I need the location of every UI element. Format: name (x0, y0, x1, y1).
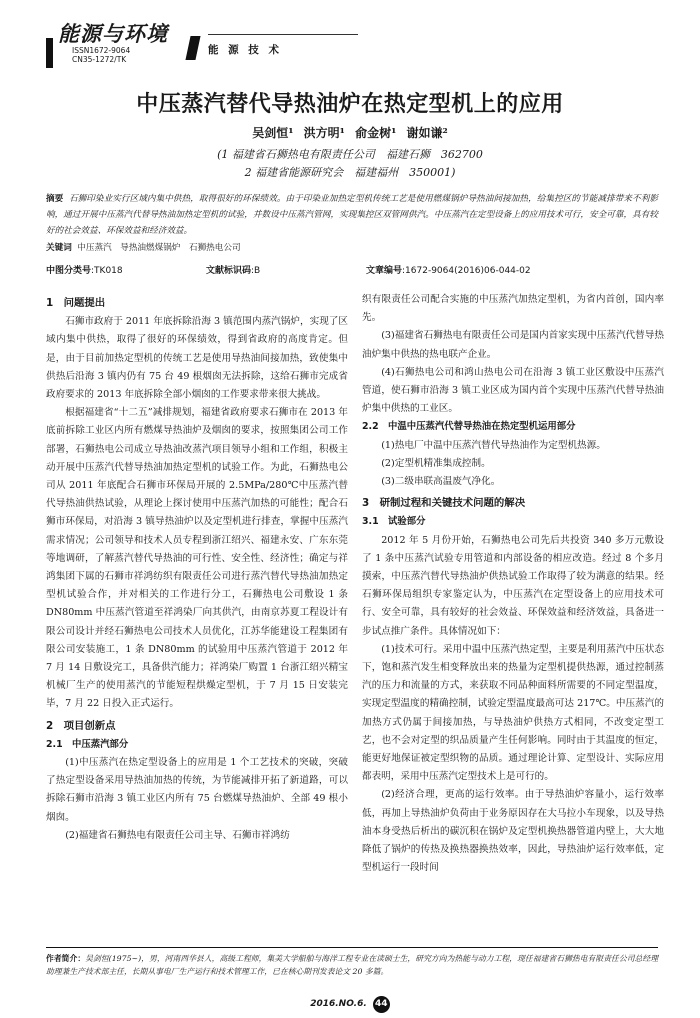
article-authors: 吴剑恒¹ 洪方明¹ 俞金树¹ 谢如谦² (252, 126, 448, 140)
journal-logo (58, 22, 196, 64)
paragraph: 石狮市政府于 2011 年底拆除沿海 3 镇范围内蒸汽锅炉，实现了区域内集中供热，取得了很好的环保绩效，得到省政府的高度肯定。但是，由于目前加热定型机的传统工艺是使用导热油间接加热，致使集中供热后沿海 3 镇内仍有 75 台 49 根烟囱无法拆除，这给石狮市完成省政府要求的 2013 年底拆除全部小烟囱的工作要求带来很大挑战。 (46, 316, 348, 401)
paragraph: (1)中压蒸汽在热定型设备上的应用是 1 个工艺技术的突破，突破了热定型设备采用导热油加热的传统，为节能减排开拓了新道路，可以拆除石狮市沿海 3 镇工业区内所有 75 台燃煤导热油炉、全部 49 根小烟囱。 (46, 757, 348, 823)
paragraph: (3)二级串联高温废气净化。 (381, 476, 501, 488)
journal-name: 能源与环境 (58, 22, 168, 46)
abstract-label: 摘要 (46, 194, 64, 204)
class-number: 中图分类号:TK018 (46, 266, 123, 276)
paragraph: (1)技术可行。采用中温中压蒸汽热定型，主要是利用蒸汽中压状态下，饱和蒸汽发生相变释放出来的热量为定型机提供热源，通过控制蒸汽的压力和流量的方式，来获取不同品种面料所需要的不同定型温度，实现定型温度的精确控制，试验定型温度最高可达 217℃。中压蒸汽的加热方式仍属于间接加热，与导热油炉供热方式相同，不改变定型工艺，也不会对定型的织品质量产生任何影响。同时由于其温度的恒定，能更好地保证被定型织物的品质。通过理论计算、定型设计、实际应用都表明，采用中压蒸汽定型技术上是可行的。 (362, 643, 664, 783)
section-tag (188, 34, 308, 62)
journal-issn: ISSN1672-9064 (72, 46, 131, 55)
journal-cn: CN35-1272/TK (72, 55, 127, 64)
section-tag-block (185, 36, 200, 60)
footnote-label: 作者简介： (46, 954, 86, 963)
author-footnote (46, 952, 658, 978)
paragraph: (1)热电厂中温中压蒸汽替代导热油作为定型机热源。 (381, 439, 606, 451)
keywords-text: 中压蒸汽 导热油燃煤锅炉 石狮热电公司 (77, 243, 241, 253)
paragraph: (2)经济合理，更高的运行效率。由于导热油炉容量小，运行效率低，再加上导热油炉负荷由于业务原因存在大马拉小车现象，以及导热油本身受热后析出的碳沉积在锅炉及定型机换热器管道内壁上，大大地降低了锅炉的传热及换热器换热效率，因此，导热油炉运行效率低，定型机运行一段时间 (362, 789, 664, 874)
article-title: 中压蒸汽替代导热油炉在热定型机上的应用 (136, 92, 564, 117)
abstract-text: 石狮印染业实行区域内集中供热，取得很好的环保绩效。由于印染业加热定型机传统工艺是使用燃煤锅炉导热油间接加热，给集控区的节能减排带来不利影响，通过开展中压蒸汽代替导热油加热定型机的试验，并数设中压蒸汽管网，实现集控区双管网供汽。中压蒸汽在定型设备上的应用技术可行，安全可靠，具有较好的社会效益、环保效益和经济效益。 (46, 194, 658, 236)
abstract (46, 191, 658, 239)
heading-3: 3 研制过程和关键技术问题的解决 (362, 497, 526, 510)
issue-label: 2016.NO.6. (310, 999, 367, 1009)
paragraph: 2012 年 5 月份开始，石狮热电公司先后共投资 340 多万元敷设了 1 条中压蒸汽试验专用管道和内部设备的相应改造。经过 8 个多月摸索，中压蒸汽替代导热油炉供热试验工作取得了较为满意的结果。经石狮环保局组织专家鉴定认为，中压蒸汽在定型设备上的应用技术可行、安全可靠，具有较好的社会效益、环保效益和经济效益，具备进一步试点推广条件。具体情况如下： (362, 534, 664, 637)
paragraph: (4)石狮热电公司和鸿山热电公司在沿海 3 镇工业区敷设中压蒸汽管道，使石狮市沿海 3 镇工业区成为国内首个实现中压蒸汽代替导热油炉集中供热的工业区。 (362, 366, 664, 415)
section-tag-rule (208, 34, 358, 35)
heading-2-1: 2.1 中压蒸汽部分 (46, 738, 129, 750)
page-footer (0, 996, 700, 1013)
right-column (362, 291, 664, 878)
heading-2-2: 2.2 中温中压蒸汽代替导热油在热定型机运用部分 (362, 421, 576, 433)
footnote-text: 吴剑恒(1975~)，男，河南西华县人，高级工程师，集美大学船舶与海洋工程专业在读硕士生，研究方向为热能与动力工程，现任福建省石狮热电有限责任公司总经理助理兼生产技术部主任，长期从事电厂生产运行和技术管理工作，已在核心期刊发表论文 20 多篇。 (46, 954, 659, 976)
paragraph: (3)福建省石狮热电有限责任公司是国内首家实现中压蒸汽代替导热油炉集中供热的热电联产企业。 (362, 330, 664, 360)
paragraph: 织有限责任公司配合实施的中压蒸汽加热定型机，为省内首创，国内率先。 (362, 294, 664, 324)
affiliation-2: 2 福建省能源研究会 福建福州 350001) (244, 166, 456, 179)
keywords-label: 关键词 (46, 243, 72, 253)
heading-2: 2 项目创新点 (46, 719, 116, 732)
affiliation-1: (1 福建省石狮热电有限责任公司 福建石狮 362700 (217, 148, 483, 161)
paragraph: (2)定型机精准集成控制。 (381, 457, 491, 469)
page-number: 44 (373, 996, 390, 1013)
heading-3-1: 3.1 试验部分 (362, 516, 426, 528)
article-id: 文章编号:1672-9064(2016)06-044-02 (366, 266, 531, 276)
doc-code: 文献标识码:B (206, 266, 261, 276)
footnote-rule (46, 947, 658, 948)
keywords (46, 241, 658, 253)
left-column (46, 291, 348, 845)
section-tag-label: 能 源 技 术 (208, 44, 282, 56)
paragraph: 根据福建省“十二五”减排规划，福建省政府要求石狮市在 2013 年底前拆除工业区内所有燃煤导热油炉及烟囱的要求，按照集团公司工作部署，石狮热电公司成立导热油改蒸汽项目领导小组和工作组，积极主动开展中压蒸汽代替导热油加热定型机的试验工作。为此，石狮热电公司从 2011 年底配合石狮市环保局开展的 2.5MPa/280℃中压蒸汽替代导热油供热试验，从理论上探讨使用中压蒸汽加热的可能性；配合石狮市环保局，对沿海 3 镇导热油炉以及定型机进行排查，掌握中压蒸汽需求情况；公司领导和技术人员专程到浙江绍兴、福建永安、广东东莞等地调研，了解蒸汽替代导热油的可行性、安全性、经济性；确定与祥鸿集团下属的石狮市祥鸿纺织有限责任公司进行蒸汽替代导热油加热定型机试验合作，并对相关的工作进行分工，石狮热电公司敷设 1 条 DN80mm 中压蒸汽管道至祥鸿染厂向其供汽，由南京苏夏工程设计有限公司设计并经石狮热电公司技术人员优化，江苏华能建设工程集团有限公司安装施工，1 条 DN80mm 的试验用中压蒸汽管道于 2012 年 7 月 14 日敷设完工，具备供汽能力；祥鸿染厂购置 1 台浙江绍兴精宝机械厂生产的使用蒸汽的节能短程烘燥定型机，于 7 月 15 日安装完毕，7 月 22 日投入正式运行。 (46, 407, 348, 710)
journal-logo-bar (46, 38, 53, 68)
heading-1: 1 问题提出 (46, 297, 106, 309)
paragraph: (2)福建省石狮热电有限责任公司主导、石狮市祥鸿纺 (65, 829, 290, 841)
